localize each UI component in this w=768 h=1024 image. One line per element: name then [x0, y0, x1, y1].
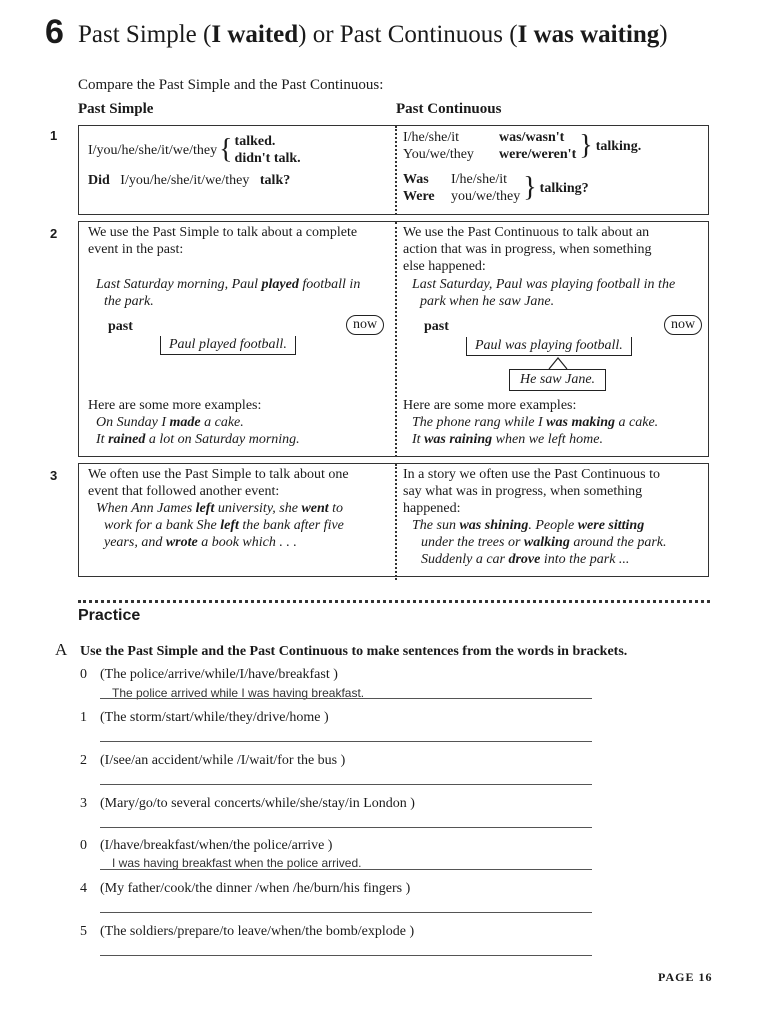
brace-icon: }	[523, 172, 537, 203]
item-number: 5	[80, 924, 87, 939]
answer-line	[100, 869, 592, 870]
ps-form-positive: talked.	[234, 134, 276, 149]
pc-question-verb: talking?	[539, 180, 589, 196]
item-answer[interactable]: I was having breakfast when the police arrived.	[112, 856, 362, 870]
pc-story-block: In a story we often use the Past Continuous to say what was in progress, when something happened: The sun was shining. People were sitting under the trees or walking around the park. Suddenly a car drove into the park ...	[403, 467, 667, 567]
section-3-divider	[395, 464, 397, 580]
item-prompt: (The soldiers/prepare/to leave/when/the bomb/explode )	[100, 924, 415, 939]
section-number-1: 1	[50, 128, 58, 143]
ps-timeline-box: Paul played football.	[160, 336, 296, 355]
answer-line[interactable]	[100, 741, 592, 742]
intro-text: Compare the Past Simple and the Past Continuous:	[78, 77, 384, 93]
pc-event-box: He saw Jane.	[509, 369, 606, 391]
brace-icon: {	[219, 134, 233, 165]
section-number-3: 3	[50, 468, 58, 483]
item-number: 3	[80, 796, 87, 811]
column-heading-past-simple: Past Simple	[78, 101, 154, 117]
answer-line[interactable]	[100, 912, 592, 913]
unit-number: 6	[45, 13, 64, 51]
exercise-letter: A	[55, 640, 68, 659]
pc-timeline-now-label: now	[664, 315, 702, 335]
section-number-2: 2	[50, 226, 58, 241]
ps-form-negative: didn't talk.	[234, 151, 301, 166]
pc-example: Last Saturday, Paul was playing football in the park when he saw Jane.	[412, 277, 676, 309]
item-answer[interactable]: The police arrived while I was having breakfast.	[112, 686, 365, 700]
item-prompt: (The storm/start/while/they/drive/home )	[100, 710, 329, 725]
ps-subjects: I/you/he/she/it/we/they	[88, 142, 218, 158]
pc-verb: talking.	[595, 138, 642, 154]
item-number: 0	[80, 838, 87, 853]
pc-more-examples: Here are some more examples: The phone rang while I was making a cake. It was raining when we left home.	[403, 398, 659, 447]
answer-line[interactable]	[100, 784, 592, 785]
ps-question: Did I/you/he/she/it/we/they talk?	[88, 173, 291, 188]
exercise-instruction: Use the Past Simple and the Past Continuous to make sentences from the words in brackets.	[80, 644, 628, 659]
item-number: 4	[80, 881, 87, 896]
brace-icon: }	[579, 130, 593, 161]
page-title: Past Simple (I waited) or Past Continuous (I was waiting)	[78, 21, 668, 48]
answer-line	[100, 698, 592, 699]
ps-timeline-past-label: past	[108, 319, 133, 334]
pc-question: Was I/he/she/it Were you/we/they } talking?	[403, 172, 589, 204]
ps-timeline-now-label: now	[346, 315, 384, 335]
item-number: 0	[80, 667, 87, 682]
answer-line[interactable]	[100, 955, 592, 956]
ps-example: Last Saturday morning, Paul played football in the park.	[96, 277, 361, 309]
dotted-separator	[78, 600, 710, 603]
section-2-divider	[395, 222, 397, 457]
item-prompt: (Mary/go/to several concerts/while/she/stay/in London )	[100, 796, 415, 811]
pc-explanation: We use the Past Continuous to talk about an action that was in progress, when something else happened:	[403, 225, 652, 274]
page-number: PAGE 16	[658, 970, 713, 984]
ps-explanation: We use the Past Simple to talk about a complete event in the past:	[88, 225, 358, 257]
practice-heading: Practice	[78, 607, 141, 624]
ps-more-examples: Here are some more examples: On Sunday I made a cake. It rained a lot on Saturday morning.	[88, 398, 300, 447]
pc-timeline-box: Paul was playing football.	[466, 337, 632, 356]
item-prompt: (The police/arrive/while/I/have/breakfast )	[100, 667, 338, 682]
item-prompt: (I/see/an accident/while /I/wait/for the bus )	[100, 753, 346, 768]
ps-form-block	[88, 133, 388, 167]
item-prompt: (I/have/breakfast/when/the police/arrive )	[100, 838, 333, 853]
pc-form-block: I/he/she/it was/wasn't You/we/they were/weren't } talking.	[403, 130, 642, 162]
pc-timeline-past-label: past	[424, 319, 449, 334]
item-number: 1	[80, 710, 87, 725]
item-prompt: (My father/cook/the dinner /when /he/burn/his fingers )	[100, 881, 411, 896]
arrow-up-icon	[548, 356, 568, 370]
item-number: 2	[80, 753, 87, 768]
column-heading-past-continuous: Past Continuous	[396, 101, 502, 117]
section-1-divider	[395, 126, 397, 215]
ps-story-block: We often use the Past Simple to talk about one event that followed another event: When Ann James left university, she went to work for a bank She left the bank after five years, and wrote a book which . . .	[88, 467, 349, 550]
answer-line[interactable]	[100, 827, 592, 828]
